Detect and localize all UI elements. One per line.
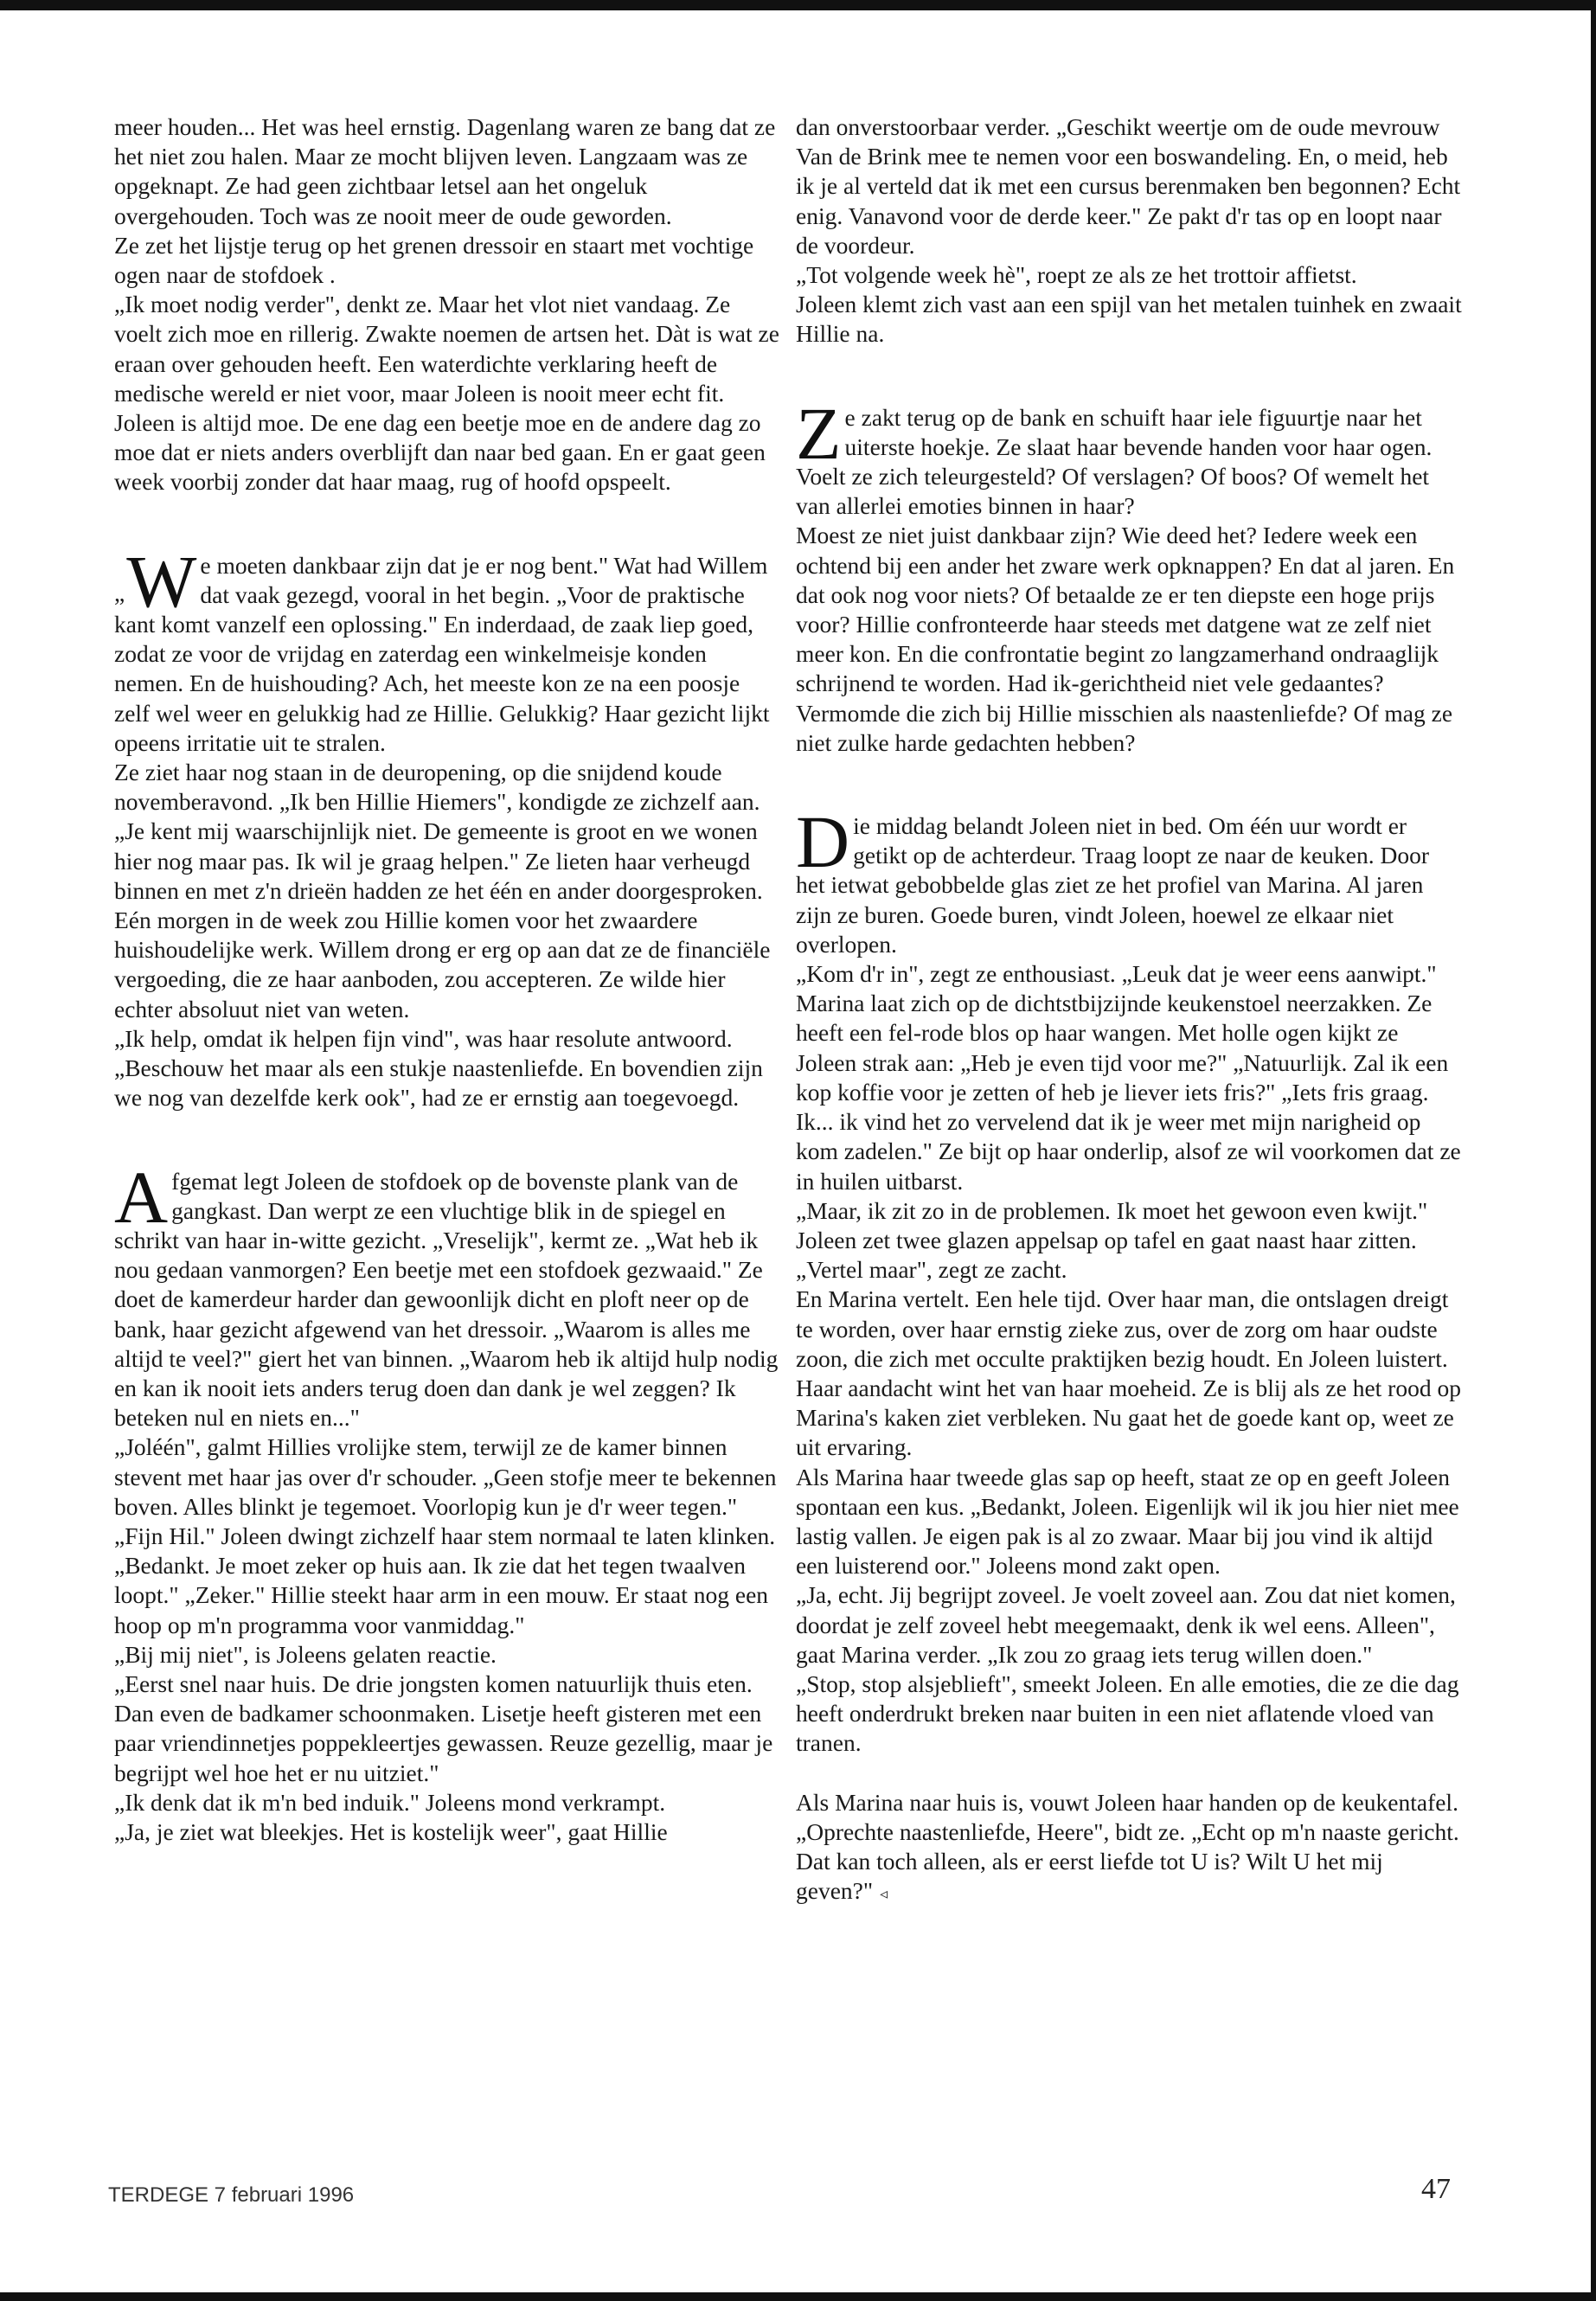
paragraph: „Ja, je ziet wat bleekjes. Het is kostelijk weer", gaat Hillie — [114, 1817, 668, 1845]
paragraph-text: ie middag belandt Joleen niet in bed. Om één uur wordt er getikt op de achterdeur. Traag loopt ze naar de keuken. Door het ietwat gebobbelde glas ziet ze het profiel van Marina. Al jaren zijn ze buren. Goede buren, vindt Joleen, hoewel ze elkaar niet overlopen. — [796, 812, 1430, 958]
end-of-article-icon: ◃ — [880, 1885, 888, 1903]
paragraph: Ze ziet haar nog staan in de deuropening, op die snijdend koude novemberavond. „Ik ben Hillie Hiemers", kondigde ze zichzelf aan. „Je kent mij waarschijnlijk niet. De gemeente is groot en we wonen hier nog maar pas. Ik wil je graag helpen." Ze lieten haar verheugd binnen en met z'n drieën hadden ze het één en ander doorgesproken. Eén morgen in de week zou Hillie komen voor het zwaardere huishoudelijke werk. Willem drong er erg op aan dat ze de financiële vergoeding, die ze haar aanboden, zou accepteren. Ze wilde hier echter absoluut niet van weten. — [114, 759, 771, 1022]
opening-quote: „ — [114, 579, 125, 606]
paragraph: „Bij mij niet", is Joleens gelaten reactie. — [114, 1640, 497, 1668]
paragraph: Als Marina haar tweede glas sap op heeft, staat ze op en geeft Joleen spontaan een kus. „Bedankt, Joleen. Eigenlijk wil ik jou hier niet mee lastig vallen. Je eigen pak is al zo zwaar. Maar bij jou vind ik altijd een luisterend oor." Joleens mond zakt open. — [796, 1463, 1459, 1580]
scan-border-right — [1591, 0, 1596, 2301]
paragraph: Joleen klemt zich vast aan een spijl van het metalen tuinhek en zwaait Hillie na. — [796, 291, 1462, 348]
paragraph: „Ja, echt. Jij begrijpt zoveel. Je voelt zoveel aan. Zou dat niet komen, doordat je zelf zoveel hebt meegemaakt, denk ik wel eens. Alleen", gaat Marina verder. „Ik zou zo graag iets terug willen doen." — [796, 1581, 1456, 1668]
paragraph: „Joléén", galmt Hillies vrolijke stem, terwijl ze de kamer binnen stevent met haar jas over d'r schouder. „Geen stofje meer te bekennen boven. Alles blinkt je tegemoet. Voorlopig kun je d'r weer tegen." — [114, 1433, 777, 1520]
drop-cap: W — [126, 539, 197, 623]
section-start-paragraph — [114, 1155, 780, 1433]
publication-footer: TERDEGE 7 februari 1996 — [108, 2183, 355, 2207]
paragraph: En Marina vertelt. Een hele tijd. Over haar man, die ontslagen dreigt te worden, over haar ernstig zieke zus, over de zorg om haar oudste zoon, die zich met occulte praktijken bezig houdt. En Joleen luistert. Haar aandacht wint het van haar moeheid. Ze is blij als ze het rood op Marina's kaken ziet verbleken. Nu gaat het de goede kant op, weet ze uit ervaring. — [796, 1285, 1461, 1461]
paragraph: „Vertel maar", zegt ze zacht. — [796, 1256, 1067, 1284]
paragraph: „Maar, ik zit zo in de problemen. Ik moet het gewoon even kwijt." Joleen zet twee glazen appelsap op tafel en gaat naast haar zitten. — [796, 1196, 1428, 1253]
paragraph: „Eerst snel naar huis. De drie jongsten komen natuurlijk thuis eten. Dan even de badkamer schoonmaken. Lisetje heeft gisteren met een paar vriendinnetjes poppekleertjes gewassen. Reuze gezellig, maar je begrijpt wel hoe het er nu uitziet." — [114, 1670, 773, 1786]
scan-border-bottom — [0, 2292, 1596, 2301]
paragraph: dan onverstoorbaar verder. „Geschikt weertje om de oude mevrouw Van de Brink mee te nemen voor een boswandeling. En, o meid, heb ik je al verteld dat ik met een cursus berenmaken ben begonnen? Echt enig. Vanavond voor de derde keer." Ze pakt d'r tas op en loopt naar de voordeur. — [796, 113, 1461, 259]
paragraph: „Ik help, omdat ik helpen fijn vind", was haar resolute antwoord. „Beschouw het maar als een stukje naastenliefde. En bovendien zijn we nog van dezelfde kerk ook", had ze er ernstig aan toegevoegd. — [114, 1024, 763, 1112]
paragraph: „Kom d'r in", zegt ze enthousiast. „Leuk dat je weer eens aanwipt." Marina laat zich op de dichtstbijzijnde keukenstoel neerzakken. Ze heeft een fel-rode blos op haar wangen. Met holle ogen kijkt ze Joleen strak aan: „Heb je even tijd voor me?" „Natuurlijk. Zal ik een kop koffie voor je zetten of heb je liever iets fris?" „Iets fris graag. Ik... ik vind het zo vervelend dat ik je weer met mijn narigheid op kom zadelen." Ze bijt op haar onderlip, alsof ze wil voorkomen dat ze in huilen uitbarst. — [796, 960, 1461, 1195]
paragraph: „Ik moet nodig verder", denkt ze. Maar het vlot niet vandaag. Ze voelt zich moe en rillerig. Zwakte noemen de artsen het. Dàt is wat ze eraan over gehouden heeft. Een waterdichte verklaring heeft de medische wereld er niet voor, maar Joleen is nooit meer echt fit. Joleen is altijd moe. De ene dag een beetje moe en de andere dag zo moe dat er niets anders overblijft dan naar bed gaan. En er gaat geen week voorbij zonder dat haar maag, rug of hoofd opspeelt. — [114, 291, 779, 496]
paragraph: „Fijn Hil." Joleen dwingt zichzelf haar stem normaal te laten klinken. „Bedankt. Je moet zeker op huis aan. Ik zie dat het tegen twaalven loopt." „Zeker." Hillie steekt haar arm in een mouw. Er staat nog een hoop op m'n programma voor vanmiddag." — [114, 1522, 776, 1638]
paragraph: Ze zet het lijstje terug op het grenen dressoir en staart met vochtige ogen naar de stofdoek . — [114, 231, 754, 289]
drop-cap: A — [114, 1155, 169, 1239]
paragraph-text: e zakt terug op de bank en schuift haar iele figuurtje naar het uiterste hoekje. Ze slaat haar bevende handen voor haar ogen. Voelt ze zich teleurgesteld? Of verslagen? Of boos? Of wemelt het van allerlei emoties binnen in haar? — [796, 403, 1433, 520]
paragraph: „Ik denk dat ik m'n bed induik." Joleens mond verkrampt. — [114, 1788, 666, 1816]
drop-cap: Z — [796, 391, 842, 475]
section-start-paragraph — [796, 800, 1462, 959]
paragraph: meer houden... Het was heel ernstig. Dagenlang waren ze bang dat ze het niet zou halen. Maar ze mocht blijven leven. Langzaam was ze opgeknapt. Ze had geen zichtbaar letsel aan het ongeluk overgehouden. Toch was ze nooit meer de oude geworden. — [114, 113, 776, 229]
section-start-paragraph — [796, 391, 1462, 522]
page-number: 47 — [1421, 2173, 1451, 2205]
drop-cap: D — [796, 800, 850, 884]
paragraph: „Tot volgende week hè", roept ze als ze het trottoir affietst. — [796, 261, 1357, 289]
scan-border-top — [0, 0, 1596, 10]
section-start-paragraph — [114, 539, 780, 758]
paragraph-text: e moeten dankbaar zijn dat je er nog bent." Wat had Willem dat vaak gezegd, vooral in het begin. „Voor de praktische kant komt vanzelf een oplossing." En inderdaad, de zaak liep goed, zodat ze voor de vrijdag en zaterdag een winkelmeisje konden nemen. En de huishouding? Ach, het meeste kon ze na een poosje zelf wel weer en gelukkig had ze Hillie. Gelukkig? Haar gezicht lijkt opeens irritatie uit te stralen. — [114, 551, 770, 756]
paragraph: Moest ze niet juist dankbaar zijn? Wie deed het? Iedere week een ochtend bij een ander het zware werk opknappen? En dat al jaren. En dat ook nog voor niets? Of betaalde ze er ten diepste een hoge prijs voor? Hillie confronteerde haar steeds met datgene wat ze zelf niet meer kon. En die confrontatie begint zo langzamerhand ondraaglijk schrijnend te worden. Had ik-gerichtheid niet vele gedaantes? Vermomde die zich bij Hillie misschien als naastenliefde? Of mag ze niet zulke harde gedachten hebben? — [796, 522, 1455, 756]
left-column — [114, 112, 780, 1847]
paragraph: „Stop, stop alsjeblieft", smeekt Joleen. En alle emoties, die ze die dag heeft onderdrukt breken naar buiten in een niet aflatende vloed van tranen. — [796, 1670, 1459, 1757]
right-column — [796, 112, 1462, 1908]
paragraph-text: Als Marina naar huis is, vouwt Joleen haar handen op de keukentafel. „Oprechte naastenliefde, Heere", bidt ze. „Echt op m'n naaste gericht. Dat kan toch alleen, als er eerst liefde tot U is? Wilt U het mij geven?" — [796, 1788, 1459, 1905]
closing-paragraph — [796, 1788, 1462, 1909]
paragraph-text: fgemat legt Joleen de stofdoek op de bovenste plank van de gangkast. Dan werpt ze een vluchtige blik in de spiegel en schrikt van haar in-witte gezicht. „Vreselijk", kermt ze. „Wat heb ik nou gedaan vanmorgen? Een beetje met een stofdoek gezwaaid." Ze doet de kamerdeur harder dan gewoonlijk dicht en ploft neer op de bank, haar gezicht afgewend van het dressoir. „Waarom is alles me altijd te veel?" giert het van binnen. „Waarom heb ik altijd hulp nodig en kan ik nooit iets anders terug doen dan dank je wel zeggen? Ik beteken nul en niets en..." — [114, 1167, 779, 1432]
